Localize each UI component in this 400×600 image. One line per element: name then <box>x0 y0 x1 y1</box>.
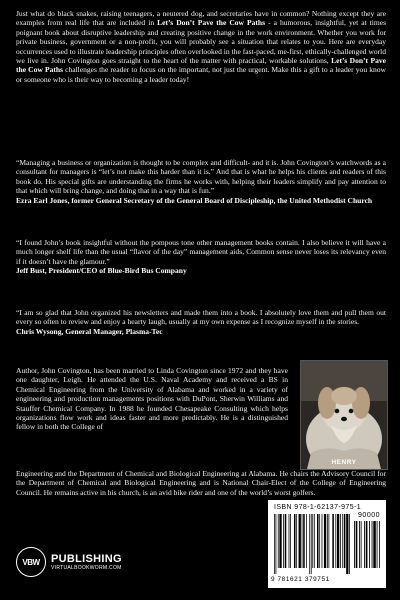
barcode-bar <box>344 514 346 568</box>
barcode-bar <box>335 514 336 568</box>
barcode-bar <box>290 514 291 568</box>
author-bio-text: Author, John Covington, has been married to Linda Covington since 1972 and they have one daughter, Leigh. He attended the U.S. Naval Academy and received a BS in Chemical Engineering from the University of Alabama and worked in a variety of engineering and production managements positions with DuPont, Sherwin Williams and Stauffer Chemical Company. In 1988 he founded Chesapeake Consulting which helps organizations flow work and ideas faster and more predictably. He is a distinguished fellow in both the College of <box>16 366 288 432</box>
barcode-bar <box>322 514 323 568</box>
barcode-bar <box>366 521 368 568</box>
barcode-bar <box>319 514 320 568</box>
dog-photo <box>300 360 388 470</box>
publisher-text <box>51 553 122 571</box>
testimonial-attribution: Jeff Bust, President/CEO of Blue-Bird Bus Company <box>16 266 187 276</box>
barcode-bar <box>289 514 290 568</box>
isbn-label: ISBN 978-1-62137-975-1 <box>274 504 362 511</box>
book-description <box>16 9 386 84</box>
barcode-bar <box>342 514 343 568</box>
barcode-bar <box>296 514 297 568</box>
barcode-bar <box>324 514 326 568</box>
barcode-bar <box>274 514 275 574</box>
book-title: Let’s Don’t Pave the Cow Paths <box>16 56 386 75</box>
barcode-bar <box>279 514 281 568</box>
barcode-bar <box>299 514 301 568</box>
testimonial <box>16 158 386 205</box>
barcode-bar <box>311 514 312 574</box>
ean-digits: 9 781621 379751 <box>271 576 330 583</box>
barcode-bars <box>274 514 350 574</box>
publisher-name: PUBLISHING <box>51 553 122 565</box>
testimonial <box>16 238 386 276</box>
vbw-logo-icon: VBW <box>16 547 46 577</box>
barcode-bar <box>314 514 315 568</box>
barcode-bar <box>294 514 296 568</box>
barcode-bar <box>283 514 284 568</box>
barcode-bar <box>373 521 376 568</box>
book-title: Let’s Don’t Pave the Cow Paths <box>157 18 266 28</box>
price-code: 90000 <box>358 512 380 519</box>
barcode-bar <box>354 521 355 568</box>
testimonial-attribution: Chris Wysong, General Manager, Plasma-Tec <box>16 326 163 336</box>
barcode-bar <box>379 521 380 568</box>
barcode-bar <box>309 514 310 574</box>
testimonial-quote: “Managing a business or organization is thought to be complex and difficult- and it is. John Covington’s watchwords as a consultant for managers is “let’s not make this harder than it is.” And that is what he helps his clients and readers of this book do. His special gifts are understanding the firms he works with, helping their leaders simplify and pay attention to that which will bring change, and doing that in a way that is fun.” <box>16 158 386 196</box>
isbn-barcode <box>268 500 386 588</box>
photo-caption: HENRY <box>331 459 357 466</box>
publisher-url: VIRTUALBOOKWORM.COM <box>51 565 122 571</box>
barcode-bar <box>278 514 279 568</box>
barcode-bar <box>377 521 378 568</box>
barcode-bar <box>340 514 341 568</box>
testimonial-quote: “I am so glad that John organized his newsletters and made them into a book. I absolutely love them and pull them out every so often to review and enjoy a hearty laugh, usually at my own expense as I recognize myself in the stories. <box>16 308 386 327</box>
publisher-logo <box>16 542 136 582</box>
description-text: - a humorous, insightful, yet at times poignant book about disruptive leadership and creating positive change in the work environment. Whether you work for private business, government or a non-profit, you will probably see a situation that relates to you. Here are everyday occurrences used to illustrate leadership principles often overlooked in the fast-paced, me-first, ethically-challenged world we live in. John Covington goes straight to the heart of the matter with practical, workable solutions, <box>16 18 387 66</box>
barcode-bar <box>356 521 358 568</box>
barcode-bar <box>303 514 305 568</box>
dog-image <box>301 361 387 469</box>
barcode-bar <box>372 521 373 568</box>
barcode-bar <box>364 521 365 568</box>
barcode-bar <box>329 514 330 568</box>
barcode-bar <box>285 514 287 568</box>
barcode-bar <box>359 521 360 568</box>
barcode-bar <box>337 514 339 568</box>
testimonial-quote: “I found John’s book insightful without the pompous tone other management books contain. I also believe it will have a much longer shelf life than the usual “flavor of the day” management aids, Common sense never loses its relevancy even if it doesn’t have the glamour.” <box>16 238 386 266</box>
barcode-bar <box>361 521 362 568</box>
barcode-bar <box>306 514 307 568</box>
barcode-bar <box>302 514 303 568</box>
author-bio-continued: Engineering and the Department of Chemical and Biological Engineering at Alabama. He chairs the Advisory Council for the Department of Chemical and Biological Engineering and is National Chair-Elect of the College of Engineering Council. He remains active in his church, is an avid bike rider and one of the world’s worst golfers. <box>16 469 386 497</box>
testimonial <box>16 308 386 336</box>
barcode-bar <box>346 514 348 574</box>
barcode-bar <box>312 514 313 568</box>
barcode-bar <box>276 514 277 574</box>
barcode-addon-bars <box>354 521 380 574</box>
barcode-bar <box>349 514 350 574</box>
description-text: Just what do black snakes, raising teenagers, a neutered dog, and secretaries have in common? Nothing except they are examples from real life that are included in <box>16 9 386 28</box>
description-text: challenges the reader to focus on the important, not just the urgent. Make this a gift to a leader you know or someone who is their way to becoming a leader today! <box>16 65 386 84</box>
barcode-bar <box>369 521 370 568</box>
barcode-bar <box>327 514 328 568</box>
barcode-bar <box>317 514 319 568</box>
barcode-bar <box>332 514 334 568</box>
testimonial-attribution: Ezra Earl Jones, former General Secretary of the General Board of Discipleship, the United Methodist Church <box>16 195 373 205</box>
